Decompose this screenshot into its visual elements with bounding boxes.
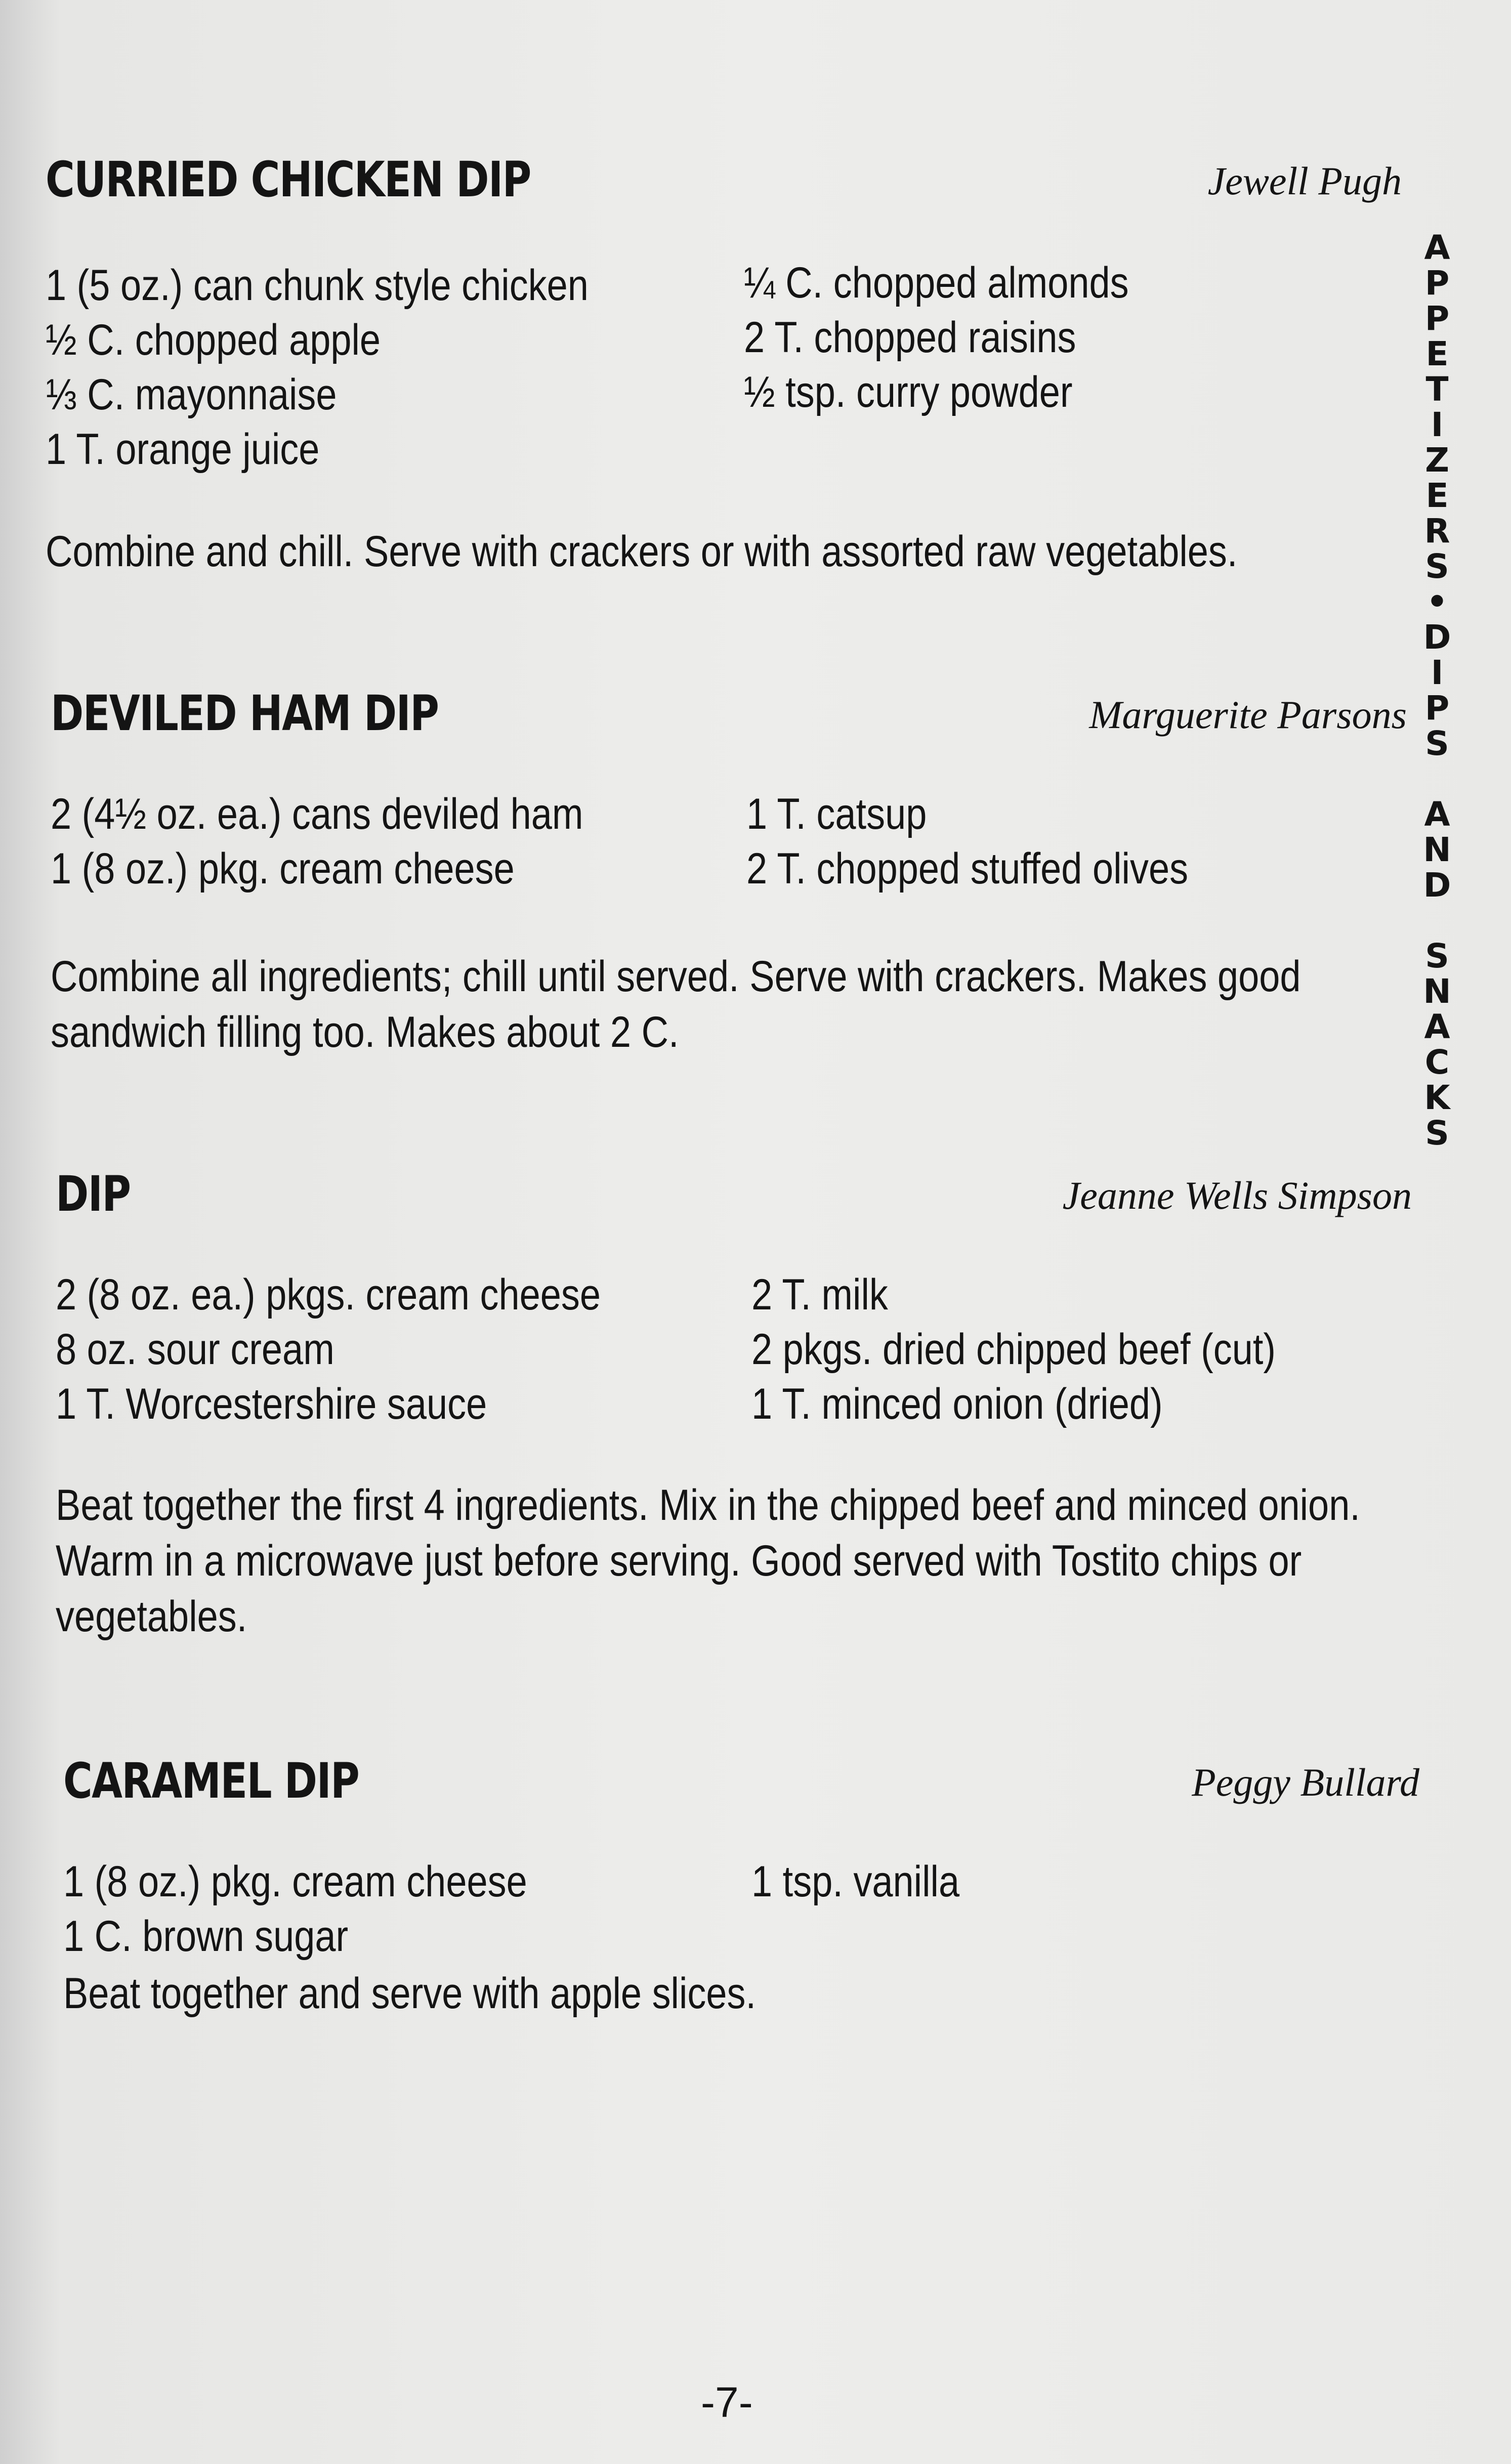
side-tab-letter: N [1423, 830, 1451, 869]
ingredient: 2 pkgs. dried chipped beef (cut) [751, 1325, 1276, 1374]
ingredient: 1 C. brown sugar [63, 1912, 349, 1961]
ingredient: 1 (8 oz.) pkg. cream cheese [51, 844, 515, 893]
ingredient: 1 T. minced onion (dried) [751, 1380, 1163, 1428]
side-tab-letter: P [1424, 299, 1450, 338]
ingredient: ½ C. chopped apple [46, 316, 381, 364]
recipe-author: Marguerite Parsons [1089, 693, 1407, 737]
side-tab-letter: Z [1425, 441, 1449, 480]
ingredient-list-right [751, 1267, 1361, 1431]
ingredient: 1 T. catsup [746, 790, 927, 838]
recipe-caramel-dip [63, 1753, 1419, 2107]
ingredient: 2 T. chopped raisins [744, 313, 1076, 362]
side-tab-letter: R [1424, 512, 1450, 550]
ingredient: ¼ C. chopped almonds [744, 259, 1129, 307]
recipe-curried-chicken-dip [46, 151, 1402, 576]
side-tab-letter: I [1431, 405, 1444, 444]
ingredient: 8 oz. sour cream [56, 1325, 334, 1374]
side-tab-letter: A [1424, 228, 1450, 267]
chapter-side-tab [1417, 230, 1457, 1151]
ingredient-list-left [46, 258, 677, 477]
side-tab-letter: E [1425, 476, 1449, 515]
side-tab-letter: K [1424, 1078, 1450, 1117]
recipe-instructions: Combine all ingredients; chill until served. Serve with crackers. Makes good sandwich filling too. Makes about 2 C. [51, 952, 1301, 1056]
side-tab-letter: A [1424, 1007, 1450, 1046]
recipe-dip [56, 1166, 1412, 1672]
side-tab-letter: • [1426, 582, 1448, 621]
side-tab-letter: S [1425, 724, 1449, 763]
recipe-author: Peggy Bullard [1192, 1760, 1419, 1804]
recipe-title: DIP [56, 1166, 131, 1222]
ingredient: 2 (8 oz. ea.) pkgs. cream cheese [56, 1270, 601, 1319]
side-tab-letter: S [1425, 1114, 1449, 1153]
recipe-author: Jeanne Wells Simpson [1062, 1173, 1412, 1217]
side-tab-letter: A [1424, 795, 1450, 834]
side-tab-letter: D [1423, 618, 1451, 657]
ingredient-list-left [51, 787, 670, 896]
ingredient: 2 T. milk [751, 1270, 888, 1319]
side-tab-letter: P [1424, 689, 1450, 728]
recipe-instructions: Combine and chill. Serve with crackers or with assorted raw vegetables. [46, 527, 1238, 576]
recipe-deviled-ham-dip [51, 686, 1407, 1090]
side-tab-letter: S [1425, 937, 1449, 975]
side-tab-letter: N [1423, 972, 1451, 1011]
ingredient-list-left [63, 1854, 603, 1964]
recipe-instructions: Beat together and serve with apple slices. [63, 1969, 757, 2018]
ingredient: 1 (8 oz.) pkg. cream cheese [63, 1857, 527, 1906]
ingredient-list-right [744, 256, 1191, 419]
side-tab-letter: S [1425, 547, 1449, 586]
ingredient-list-right [751, 1854, 993, 1909]
ingredient: 1 tsp. vanilla [751, 1857, 960, 1906]
ingredient-list-left [56, 1267, 689, 1431]
page-number: -7- [701, 2378, 753, 2426]
ingredient: ⅓ C. mayonnaise [46, 370, 337, 419]
side-tab-letter: I [1431, 653, 1444, 692]
ingredient: ½ tsp. curry powder [744, 368, 1073, 416]
side-tab-letter: E [1425, 334, 1449, 373]
recipe-title: CARAMEL DIP [63, 1753, 359, 1809]
side-tab-letter: C [1424, 1043, 1450, 1082]
ingredient: 1 (5 oz.) can chunk style chicken [46, 261, 589, 310]
recipe-title: DEVILED HAM DIP [51, 685, 439, 742]
recipe-author: Jewell Pugh [1207, 159, 1402, 203]
ingredient: 2 (4½ oz. ea.) cans deviled ham [51, 790, 583, 838]
recipe-title: CURRIED CHICKEN DIP [46, 151, 531, 208]
ingredient: 1 T. Worcestershire sauce [56, 1380, 487, 1428]
side-tab-letter: T [1425, 370, 1449, 409]
side-tab-letter: P [1424, 264, 1450, 303]
ingredient: 1 T. orange juice [46, 425, 320, 474]
side-tab-letter: D [1423, 866, 1451, 905]
ingredient-list-right [746, 787, 1260, 896]
ingredient: 2 T. chopped stuffed olives [746, 844, 1189, 893]
recipe-instructions: Beat together the first 4 ingredients. Mix in the chipped beef and minced onion. Warm in a microwave just before serving. Good served with Tostito chips or vegetables. [56, 1481, 1360, 1641]
